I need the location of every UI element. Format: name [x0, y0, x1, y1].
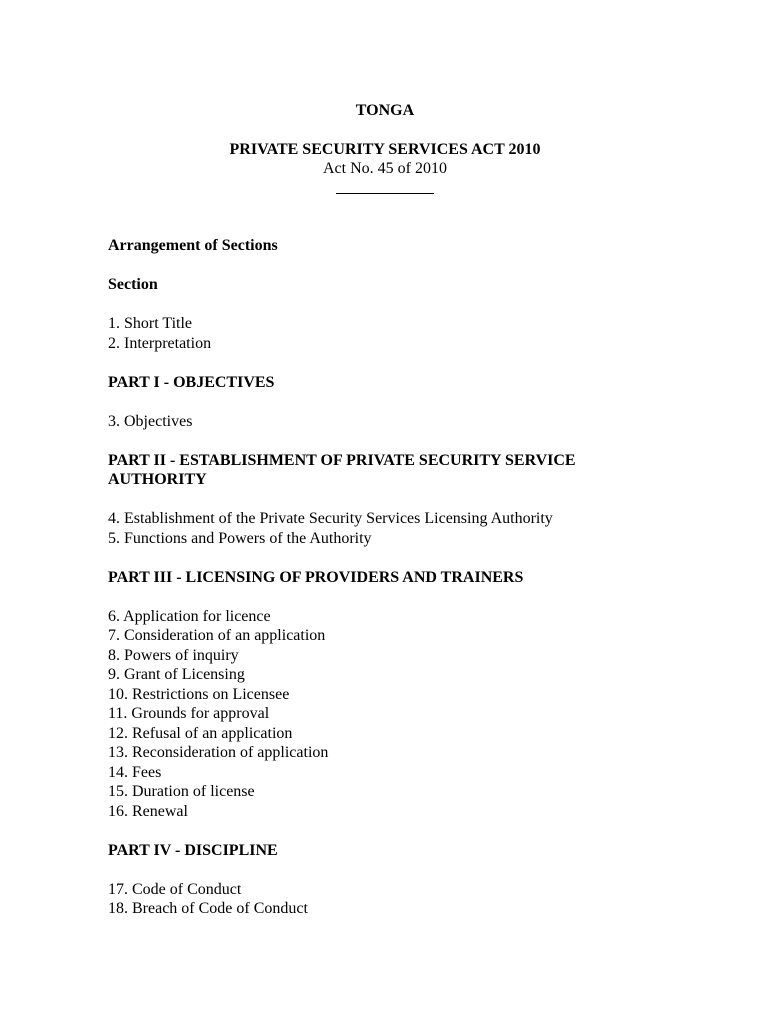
country-title: TONGA: [355, 102, 415, 119]
part-heading: PART I - OBJECTIVES: [108, 373, 275, 391]
section-item: 8. Powers of inquiry: [108, 646, 239, 664]
section-item: 7. Consideration of an application: [108, 627, 326, 644]
title-divider: [336, 193, 434, 194]
section-item: 3. Objectives: [108, 412, 193, 430]
section-item: 2. Interpretation: [108, 334, 212, 352]
part-heading: PART II - ESTABLISHMENT OF PRIVATE SECURITY SERVICE AUTHORITY: [108, 451, 576, 488]
section-item: 15. Duration of license: [108, 783, 255, 800]
part-heading: PART III - LICENSING OF PROVIDERS AND TRAINERS: [108, 568, 524, 586]
section-item: 14. Fees: [108, 763, 162, 781]
arrangement-heading: Arrangement of Sections: [108, 237, 278, 254]
act-title: PRIVATE SECURITY SERVICES ACT 2010: [229, 141, 541, 158]
section-item: 17. Code of Conduct: [108, 880, 242, 898]
part-heading: PART IV - DISCIPLINE: [108, 841, 278, 859]
section-item: 13. Reconsideration of application: [108, 744, 329, 761]
section-item: 1. Short Title: [108, 315, 193, 332]
section-item: 10. Restrictions on Licensee: [108, 685, 290, 703]
section-item: 12. Refusal of an application: [108, 724, 293, 742]
section-item: 9. Grant of Licensing: [108, 666, 245, 683]
section-item: 11. Grounds for approval: [108, 705, 270, 722]
section-item: 5. Functions and Powers of the Authority: [108, 529, 372, 547]
act-number: Act No. 45 of 2010: [323, 160, 447, 177]
section-label: Section: [108, 276, 158, 293]
section-item: 16. Renewal: [108, 802, 188, 820]
section-item: 18. Breach of Code of Conduct: [108, 900, 308, 917]
arrangement-of-sections: [108, 236, 668, 919]
section-item: 6. Application for licence: [108, 607, 271, 625]
section-item: 4. Establishment of the Private Security Services Licensing Authority: [108, 510, 553, 527]
